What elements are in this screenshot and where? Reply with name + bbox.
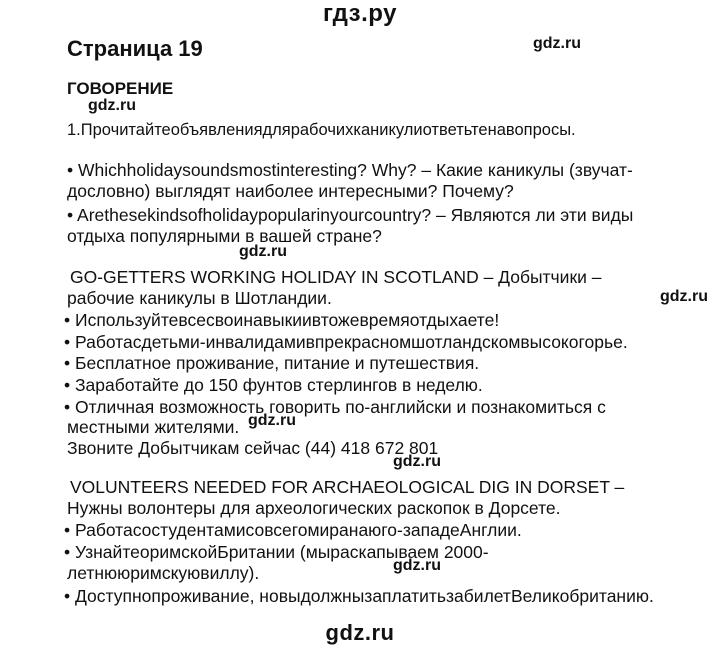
ad1-item: • Отличная возможность говорить по-английски и познакомиться с [64,397,606,417]
ad1-title: GO-GETTERS WORKING HOLIDAY IN SCOTLAND – Добытчики – [70,267,602,287]
section-title: ГОВОРЕНИЕ [67,79,174,98]
question-line: дословно) выглядят наиболее интересными? Почему? [67,181,514,201]
watermark: gdz.ru [88,97,136,114]
watermark: gdz.ru [393,453,441,470]
ad1-item-cont: местными жителями. [67,417,240,437]
ad2-item-cont: летнююримскуювиллу). [67,563,260,583]
ad2-item: • Работасостудентамисовсегомиранаюго-западеАнглии. [64,520,522,540]
ad1-phone: Звоните Добытчикам сейчас (44) 418 672 801 [67,438,439,458]
ad1-item: • Используйтевсесвоинавыкиивтожевремяотдыхаете! [64,310,500,330]
ad2-item: • Доступнопроживание, новыдолжнызаплатитьзабилетВеликобританию. [64,586,654,606]
task-instruction: 1.Прочитайтеобъявлениядлярабочихканикулиответьтенавопросы. [67,121,576,139]
watermark: gdz.ru [533,35,581,52]
watermark: gdz.ru [248,412,296,429]
site-footer: gdz.ru [325,620,395,645]
question-line: отдыха популярными в вашей стране? [67,226,382,246]
ad2-subtitle: Нужны волонтеры для археологических раскопок в Дорсете. [67,498,561,518]
ad2-item: • УзнайтеоримскойБритании (мыраскапываем 2000- [64,542,489,562]
watermark: gdz.ru [393,557,441,574]
question-line: • Whichholidaysoundsmostinteresting? Why? – Какие каникулы (звучат- [67,160,633,180]
ad1-item: • Заработайте до 150 фунтов стерлингов в неделю. [64,375,483,395]
page-title: Страница 19 [67,36,203,61]
watermark: gdz.ru [239,243,287,260]
ad1-item: • Работасдетьми-инвалидамивпрекрасномшотландскомвысокогорье. [64,332,628,352]
watermark: gdz.ru [660,288,708,305]
ad1-item: • Бесплатное проживание, питание и путешествия. [64,353,480,373]
ad2-title: VOLUNTEERS NEEDED FOR ARCHAEOLOGICAL DIG IN DORSET – [70,477,625,497]
site-header: гдз.ру [323,0,397,27]
ad1-subtitle: рабочие каникулы в Шотландии. [67,288,332,308]
question-line: • Arethesekindsofholidaypopularinyourcountry? – Являются ли эти виды [67,205,634,225]
